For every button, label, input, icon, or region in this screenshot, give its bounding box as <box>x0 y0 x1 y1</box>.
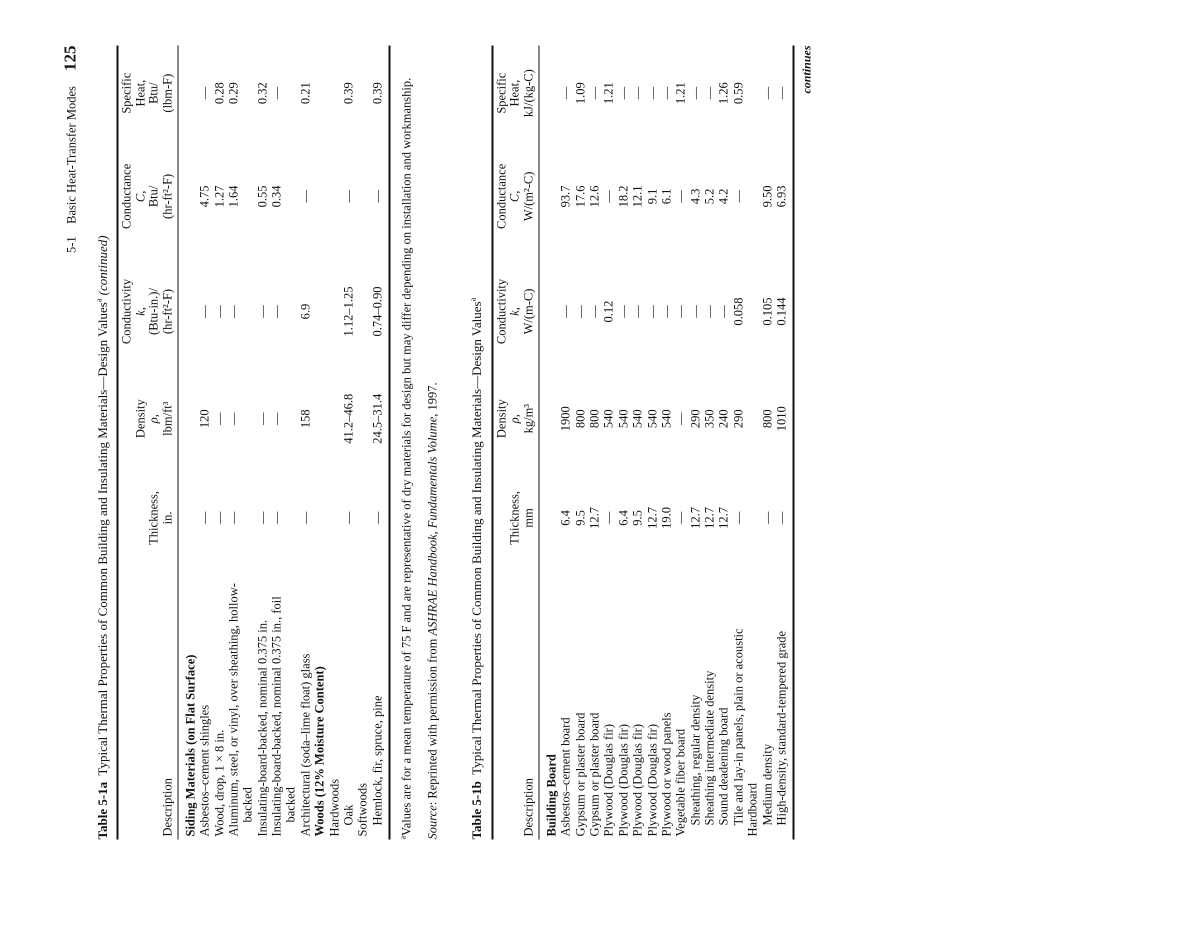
table-row <box>177 45 197 839</box>
cell-thickness <box>538 466 558 569</box>
table-row <box>616 45 630 839</box>
cell-description: Vegetable fiber board <box>673 728 688 836</box>
table-row <box>630 45 644 839</box>
cell-density <box>745 371 759 466</box>
cell-specific-heat: — <box>558 86 573 99</box>
cell-specific-heat: — <box>759 86 774 99</box>
cell-specific-heat: — <box>630 86 645 99</box>
cell-description: Hemlock, fir, spruce, pine <box>369 694 384 825</box>
cell-description: Softwoods <box>355 782 370 836</box>
cell-specific-heat <box>355 45 369 140</box>
table-row <box>370 45 389 839</box>
cell-conductance: 1.64 <box>225 184 240 207</box>
cell-description: Plywood (Douglas fir) <box>644 723 659 836</box>
cell-conductivity: — <box>687 304 702 318</box>
cell-specific-heat: 0.21 <box>297 81 312 104</box>
running-head <box>60 45 80 839</box>
cell-density: 290 <box>730 408 745 428</box>
table-row <box>197 45 211 839</box>
cell-specific-heat: — <box>197 86 212 99</box>
header-conductivity: Conductivity k, W/(m-C) <box>493 278 536 344</box>
cell-specific-heat <box>538 45 558 140</box>
cell-conductivity: 0.12 <box>601 300 616 322</box>
cell-thickness <box>327 466 341 569</box>
cell-description: Plywood (Douglas fir) <box>601 723 616 836</box>
cell-specific-heat <box>177 45 197 140</box>
table-row <box>226 45 255 839</box>
cell-density <box>177 371 197 466</box>
cell-density: 800 <box>759 408 774 428</box>
header-density: Density ρ, kg/m³ <box>493 398 536 438</box>
cell-conductivity <box>538 251 558 370</box>
cell-conductance <box>312 140 326 251</box>
cell-density: 24.5–31.4 <box>369 393 384 444</box>
cell-thickness: — <box>369 511 384 524</box>
cell-specific-heat: — <box>773 86 788 99</box>
cell-conductance: 93.7 <box>558 184 573 207</box>
header-thickness: Thickness, in. <box>146 490 175 545</box>
cell-density: 540 <box>601 408 616 428</box>
cell-conductivity: — <box>702 304 717 318</box>
cell-conductance: — <box>601 189 616 203</box>
cell-thickness: — <box>269 511 284 524</box>
table-row <box>688 45 702 839</box>
cell-conductivity: — <box>254 304 269 318</box>
cell-density: — <box>211 411 226 425</box>
cell-conductivity: — <box>225 304 240 318</box>
table-row <box>538 45 558 839</box>
cell-conductance: 4.2 <box>716 188 731 204</box>
cell-density: 158 <box>297 408 312 428</box>
cell-density: 120 <box>197 408 212 428</box>
cell-specific-heat: — <box>687 86 702 99</box>
table-row <box>716 45 730 839</box>
cell-description: Sheathing intermediate density <box>702 670 717 825</box>
table-a-continued: (continued) <box>93 234 109 295</box>
cell-thickness: 9.5 <box>630 509 645 526</box>
table-row <box>327 45 341 839</box>
table-b <box>491 45 795 839</box>
cell-description: Architectural (soda–lime float) glass <box>297 653 312 836</box>
cell-conductivity: 6.9 <box>297 303 312 319</box>
cell-thickness <box>745 466 759 569</box>
table-row <box>673 45 687 839</box>
table-row <box>312 45 326 839</box>
cell-conductivity: — <box>615 304 630 318</box>
cell-thickness: — <box>211 511 226 524</box>
header-conductivity: Conductivity k, (Btu-in.)/ (hr-ft²-F) <box>118 278 175 344</box>
cell-conductance: — <box>673 189 688 203</box>
page-number: 125 <box>60 45 79 71</box>
cell-conductivity: — <box>211 304 226 318</box>
cell-description: Plywood (Douglas fir) <box>630 723 645 836</box>
cell-specific-heat: 1.09 <box>572 81 587 104</box>
table-b-caption <box>468 45 484 839</box>
cell-thickness: 12.7 <box>644 506 659 529</box>
table-a-label: Table 5-1a <box>93 781 109 839</box>
continues-note: continues <box>799 45 814 94</box>
cell-description: Gypsum or plaster board <box>572 712 587 836</box>
table-row <box>341 45 355 839</box>
cell-specific-heat: — <box>587 86 602 99</box>
cell-conductance: 5.2 <box>702 188 717 204</box>
table-row <box>255 45 269 839</box>
table-row <box>601 45 615 839</box>
cell-specific-heat: — <box>269 86 284 99</box>
cell-conductance: 18.2 <box>615 184 630 207</box>
cell-thickness: 9.5 <box>572 509 587 526</box>
cell-thickness: 6.4 <box>615 509 630 526</box>
cell-conductance: 9.50 <box>759 184 774 207</box>
cell-specific-heat: 0.39 <box>340 81 355 104</box>
table-row <box>558 45 572 839</box>
cell-conductivity: — <box>572 304 587 318</box>
source-note: Source: Reprinted with permission from ASHRAE Handbook, Fundamentals Volume, 1997. <box>424 381 439 839</box>
table-b-title: Typical Thermal Properties of Common Building and Insulating Materials—Design Values <box>468 300 484 775</box>
cell-density: 800 <box>572 408 587 428</box>
cell-conductivity: — <box>197 304 212 318</box>
cell-specific-heat: 0.59 <box>730 81 745 104</box>
table-row <box>702 45 716 839</box>
cell-specific-heat: 0.32 <box>254 81 269 104</box>
table-a-header-row <box>117 45 178 839</box>
cell-specific-heat <box>745 45 759 140</box>
cell-density: — <box>673 411 688 425</box>
cell-conductance: 6.93 <box>773 184 788 207</box>
cell-density: 290 <box>687 408 702 428</box>
header-conductance: Conductance C, W/(m²-C) <box>493 163 536 229</box>
cell-conductance: 12.1 <box>630 184 645 207</box>
table-b-body <box>538 45 793 839</box>
cell-description: Asbestos–cement shingles <box>197 704 212 836</box>
cell-description: Tile and lay-in panels, plain or acoustic <box>730 627 745 825</box>
cell-specific-heat: — <box>702 86 717 99</box>
section-title: Basic Heat-Transfer Modes <box>64 85 78 224</box>
table-a-caption <box>94 45 110 839</box>
cell-conductance: 9.1 <box>644 188 659 204</box>
cell-specific-heat: 1.26 <box>716 81 731 104</box>
cell-conductivity: — <box>269 304 284 318</box>
cell-specific-heat: — <box>615 86 630 99</box>
cell-description: Insulating-board-backed, nominal 0.375 in., foil backed <box>269 595 298 836</box>
cell-specific-heat <box>312 45 326 140</box>
cell-conductivity: — <box>716 304 731 318</box>
table-row <box>760 45 774 839</box>
cell-thickness: — <box>601 511 616 524</box>
footnote-a: $^a$Values are for a mean temperature of 75 F and are representative of dry materials for design but may differ depending on installation and workmanship. <box>398 77 414 839</box>
cell-conductivity: 1.12–1.25 <box>340 286 355 336</box>
cell-thickness: — <box>225 511 240 524</box>
table-b-note-mark: a <box>468 297 478 301</box>
cell-conductance: 1.27 <box>211 184 226 207</box>
table-b-label: Table 5-1b <box>468 780 484 839</box>
cell-conductivity <box>312 251 326 370</box>
cell-thickness: 12.7 <box>687 506 702 529</box>
cell-conductance <box>177 140 197 251</box>
cell-thickness: — <box>673 511 688 524</box>
cell-conductance <box>355 140 369 251</box>
cell-thickness: — <box>340 511 355 524</box>
cell-density <box>327 371 341 466</box>
cell-description: Hardboard <box>745 782 760 836</box>
cell-conductance: 6.1 <box>658 188 673 204</box>
cell-description: Woods (12% Moisture Content) <box>312 665 327 836</box>
cell-conductivity: 0.058 <box>730 296 745 326</box>
cell-thickness: 19.0 <box>658 506 673 529</box>
header-specific-heat: Specific Heat, Btu/ (lbm-F) <box>118 72 175 114</box>
cell-conductivity: — <box>630 304 645 318</box>
cell-conductance: — <box>297 189 312 203</box>
cell-density: 1900 <box>558 405 573 431</box>
table-row <box>645 45 659 839</box>
table-row <box>212 45 226 839</box>
cell-specific-heat: 0.29 <box>225 81 240 104</box>
cell-conductivity: — <box>673 304 688 318</box>
cell-density: 540 <box>658 408 673 428</box>
cell-thickness: 12.7 <box>716 506 731 529</box>
cell-description: Aluminum, steel, or vinyl, over sheathing, hollow-backed <box>225 582 255 836</box>
cell-conductivity <box>327 251 341 370</box>
table-row <box>355 45 369 839</box>
header-thickness: Thickness, mm <box>507 490 536 545</box>
cell-specific-heat: 0.39 <box>369 81 384 104</box>
cell-description: Plywood or wood panels <box>658 712 673 836</box>
cell-density: — <box>269 411 284 425</box>
cell-specific-heat: 1.21 <box>673 81 688 104</box>
cell-density <box>538 371 558 466</box>
cell-description: Wood, drop, 1 × 8 in. <box>211 729 226 836</box>
cell-conductance <box>538 140 558 251</box>
cell-conductance: — <box>730 189 745 203</box>
cell-density: 240 <box>716 408 731 428</box>
cell-conductance: — <box>369 189 384 203</box>
cell-description: Medium density <box>759 743 774 825</box>
cell-conductance: 17.6 <box>572 184 587 207</box>
cell-density: 540 <box>630 408 645 428</box>
table-row <box>298 45 312 839</box>
cell-description: High-density, standard-tempered grade <box>773 630 788 825</box>
cell-description: Plywood (Douglas fir) <box>615 723 630 836</box>
cell-description: Oak <box>340 804 355 825</box>
cell-specific-heat: 0.28 <box>211 81 226 104</box>
cell-description: Asbestos–cement board <box>558 716 573 836</box>
cell-conductivity: — <box>658 304 673 318</box>
cell-description: Sound deadening board <box>716 706 731 825</box>
cell-description: Building Board <box>543 753 558 836</box>
cell-description: Hardwoods <box>326 778 341 836</box>
cell-thickness: 12.7 <box>587 506 602 529</box>
cell-conductance: 0.34 <box>269 184 284 207</box>
table-b-header-row <box>492 45 539 839</box>
cell-thickness: — <box>730 511 745 524</box>
cell-thickness: 12.7 <box>702 506 717 529</box>
cell-conductivity: 0.74–0.90 <box>369 286 384 336</box>
cell-density: 540 <box>615 408 630 428</box>
cell-conductance: 4.75 <box>197 184 212 207</box>
cell-conductivity: 0.144 <box>773 296 788 326</box>
cell-density: 800 <box>587 408 602 428</box>
table-a <box>116 45 390 839</box>
cell-thickness: — <box>759 511 774 524</box>
cell-conductance: 4.3 <box>687 188 702 204</box>
header-specific-heat: Specific Heat, kJ/(kg-C) <box>493 68 536 117</box>
cell-conductance: — <box>340 189 355 203</box>
table-row <box>745 45 759 839</box>
section-number: 5-1 <box>64 235 78 253</box>
cell-conductivity: 0.105 <box>759 296 774 326</box>
cell-conductance: 0.55 <box>254 184 269 207</box>
table-row <box>774 45 793 839</box>
cell-description: Gypsum or plaster board <box>587 712 602 836</box>
cell-specific-heat: — <box>644 86 659 99</box>
cell-conductivity: — <box>644 304 659 318</box>
cell-specific-heat: 1.21 <box>601 81 616 104</box>
cell-conductance <box>745 140 759 251</box>
cell-density <box>312 371 326 466</box>
cell-thickness: — <box>773 511 788 524</box>
cell-description: Sheathing, regular density <box>687 694 702 825</box>
header-density: Density ρ, lbm/ft³ <box>132 398 175 438</box>
cell-density: — <box>225 411 240 425</box>
cell-density: 540 <box>644 408 659 428</box>
table-row <box>659 45 673 839</box>
cell-conductivity <box>745 251 759 370</box>
header-conductance: Conductance C, Btu/ (hr-ft²-F) <box>118 163 175 229</box>
cell-conductivity: — <box>558 304 573 318</box>
cell-thickness <box>355 466 369 569</box>
cell-conductivity <box>177 251 197 370</box>
cell-thickness: — <box>254 511 269 524</box>
header-description: Description <box>521 777 536 836</box>
table-row <box>731 45 745 839</box>
table-a-title: Typical Thermal Properties of Common Building and Insulating Materials—Design Values <box>93 301 109 776</box>
table-a-body <box>177 45 389 839</box>
cell-thickness: 6.4 <box>558 509 573 526</box>
table-a-note-mark: a <box>93 298 103 302</box>
cell-description: Insulating-board-backed, nominal 0.375 in. <box>254 619 269 836</box>
cell-specific-heat: — <box>658 86 673 99</box>
cell-density: 350 <box>702 408 717 428</box>
cell-thickness: — <box>197 511 212 524</box>
footnotes <box>398 45 440 839</box>
cell-density <box>355 371 369 466</box>
cell-conductivity: — <box>587 304 602 318</box>
cell-density: — <box>254 411 269 425</box>
cell-thickness <box>177 466 197 569</box>
table-row <box>573 45 587 839</box>
cell-density: 41.2–46.8 <box>340 393 355 444</box>
table-row <box>269 45 298 839</box>
table-row <box>587 45 601 839</box>
cell-thickness: — <box>297 511 312 524</box>
cell-density: 1010 <box>773 405 788 431</box>
cell-conductivity <box>355 251 369 370</box>
header-description: Description <box>160 777 175 836</box>
cell-specific-heat <box>327 45 341 140</box>
cell-conductance: 12.6 <box>587 184 602 207</box>
cell-conductance <box>327 140 341 251</box>
cell-thickness <box>312 466 326 569</box>
cell-description: Siding Materials (on Flat Surface) <box>182 654 197 836</box>
